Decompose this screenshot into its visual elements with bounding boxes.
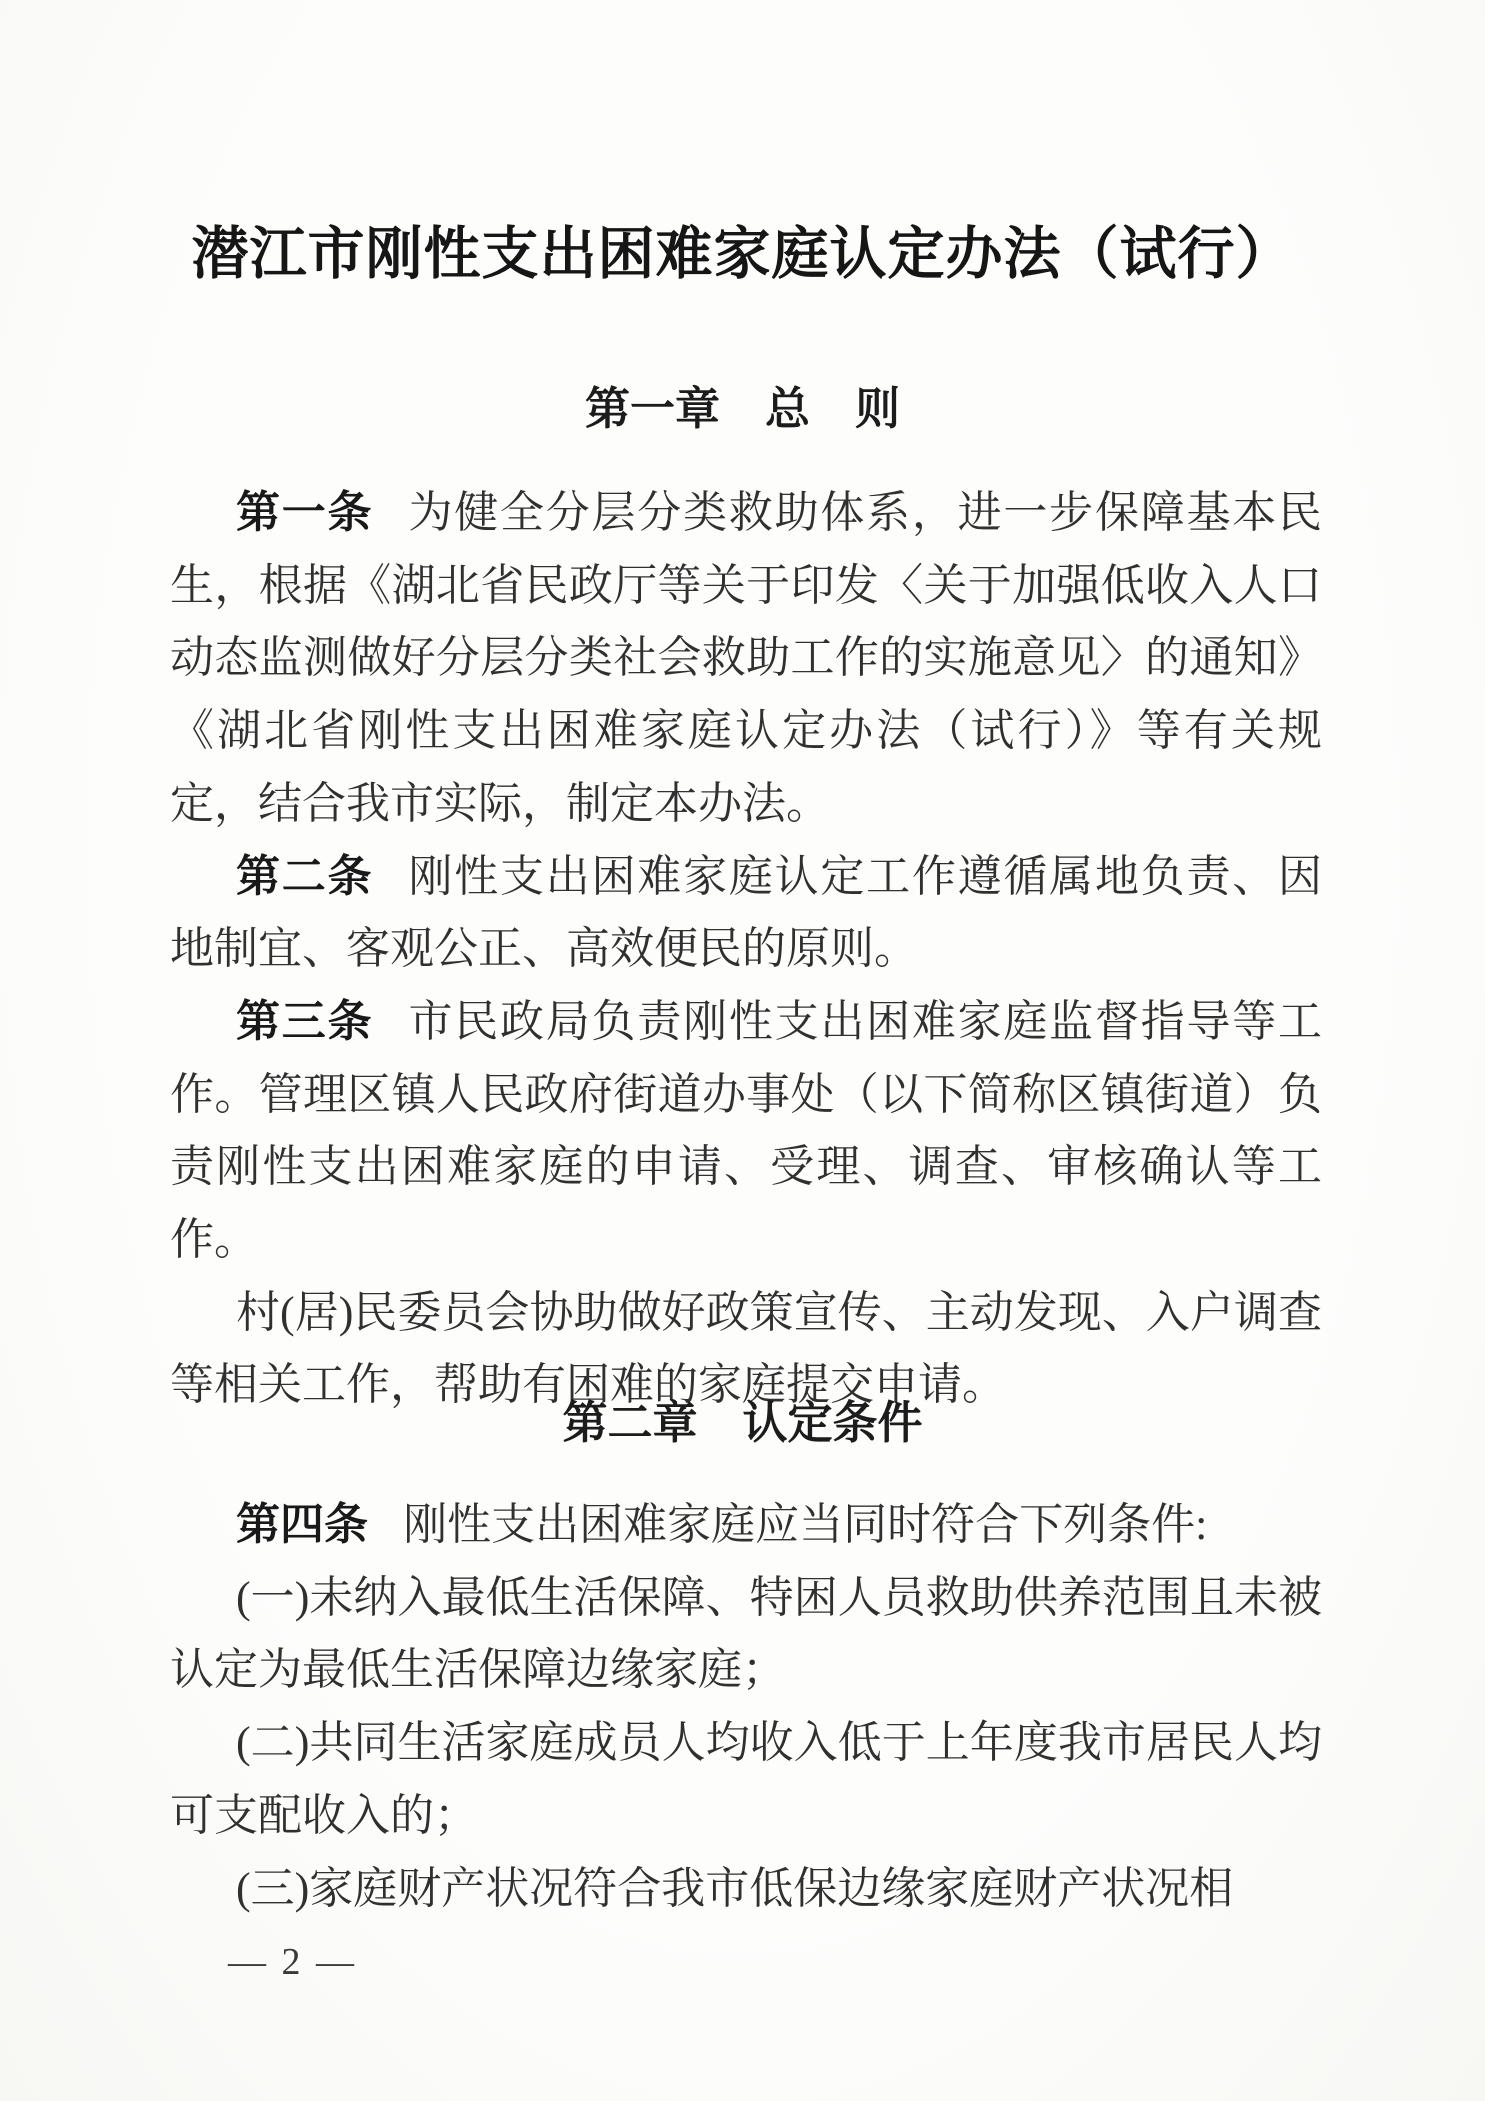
article-4-text: 刚性支出困难家庭应当同时符合下列条件: (403, 1500, 1208, 1549)
article-2-number: 第二条 (236, 851, 374, 901)
article-4-paragraph (170, 1489, 1322, 1562)
article-1-paragraph (170, 477, 1322, 841)
chapter-2-body (170, 1489, 1322, 1925)
article-2-text: 刚性支出困难家庭认定工作遵循属地负责、因地制宜、客观公正、高效便民的原则。 (170, 851, 1323, 974)
condition-item-3-text: (三)家庭财产状况符合我市低保边缘家庭财产状况相 (236, 1863, 1234, 1913)
document-title: 潜江市刚性支出困难家庭认定办法（试行） (191, 223, 1294, 286)
article-1-text: 为健全分层分类救助体系，进一步保障基本民生，根据《湖北省民政厅等关于印发〈关于加强低收入人口动态监测做好分层分类社会救助工作的实施意见〉的通知》《湖北省刚性支出困难家庭认定办法（试行）》等有关规定，结合我市实际，制定本办法。 (170, 488, 1323, 828)
condition-item-3 (170, 1853, 1322, 1926)
article-3-number: 第三条 (236, 996, 374, 1046)
condition-item-1 (170, 1562, 1322, 1707)
chapter-1-body (170, 477, 1322, 1422)
chapter-2-heading: 第二章 认定条件 (562, 1397, 923, 1448)
page-number: — 2 — (228, 1941, 357, 1983)
article-1-number: 第一条 (236, 488, 374, 537)
village-committee-text: 村(居)民委员会协助做好政策宣传、主动发现、入户调查等相关工作，帮助有困难的家庭提交申请。 (170, 1287, 1322, 1410)
article-4-number: 第四条 (236, 1500, 368, 1549)
condition-item-1-text: (一)未纳入最低生活保障、特困人员救助供养范围且未被认定为最低生活保障边缘家庭； (170, 1572, 1322, 1695)
condition-item-2-text: (二)共同生活家庭成员人均收入低于上年度我市居民人均可支配收入的； (170, 1718, 1322, 1840)
article-3-paragraph (170, 986, 1322, 1277)
article-3-text: 市民政局负责刚性支出困难家庭监督指导等工作。管理区镇人民政府街道办事处（以下简称区镇街道）负责刚性支出困难家庭的申请、受理、调查、审核确认等工作。 (170, 996, 1323, 1265)
condition-item-2 (170, 1707, 1322, 1852)
chapter-1-heading: 第一章 总 则 (584, 383, 900, 434)
article-2-paragraph (170, 841, 1322, 986)
